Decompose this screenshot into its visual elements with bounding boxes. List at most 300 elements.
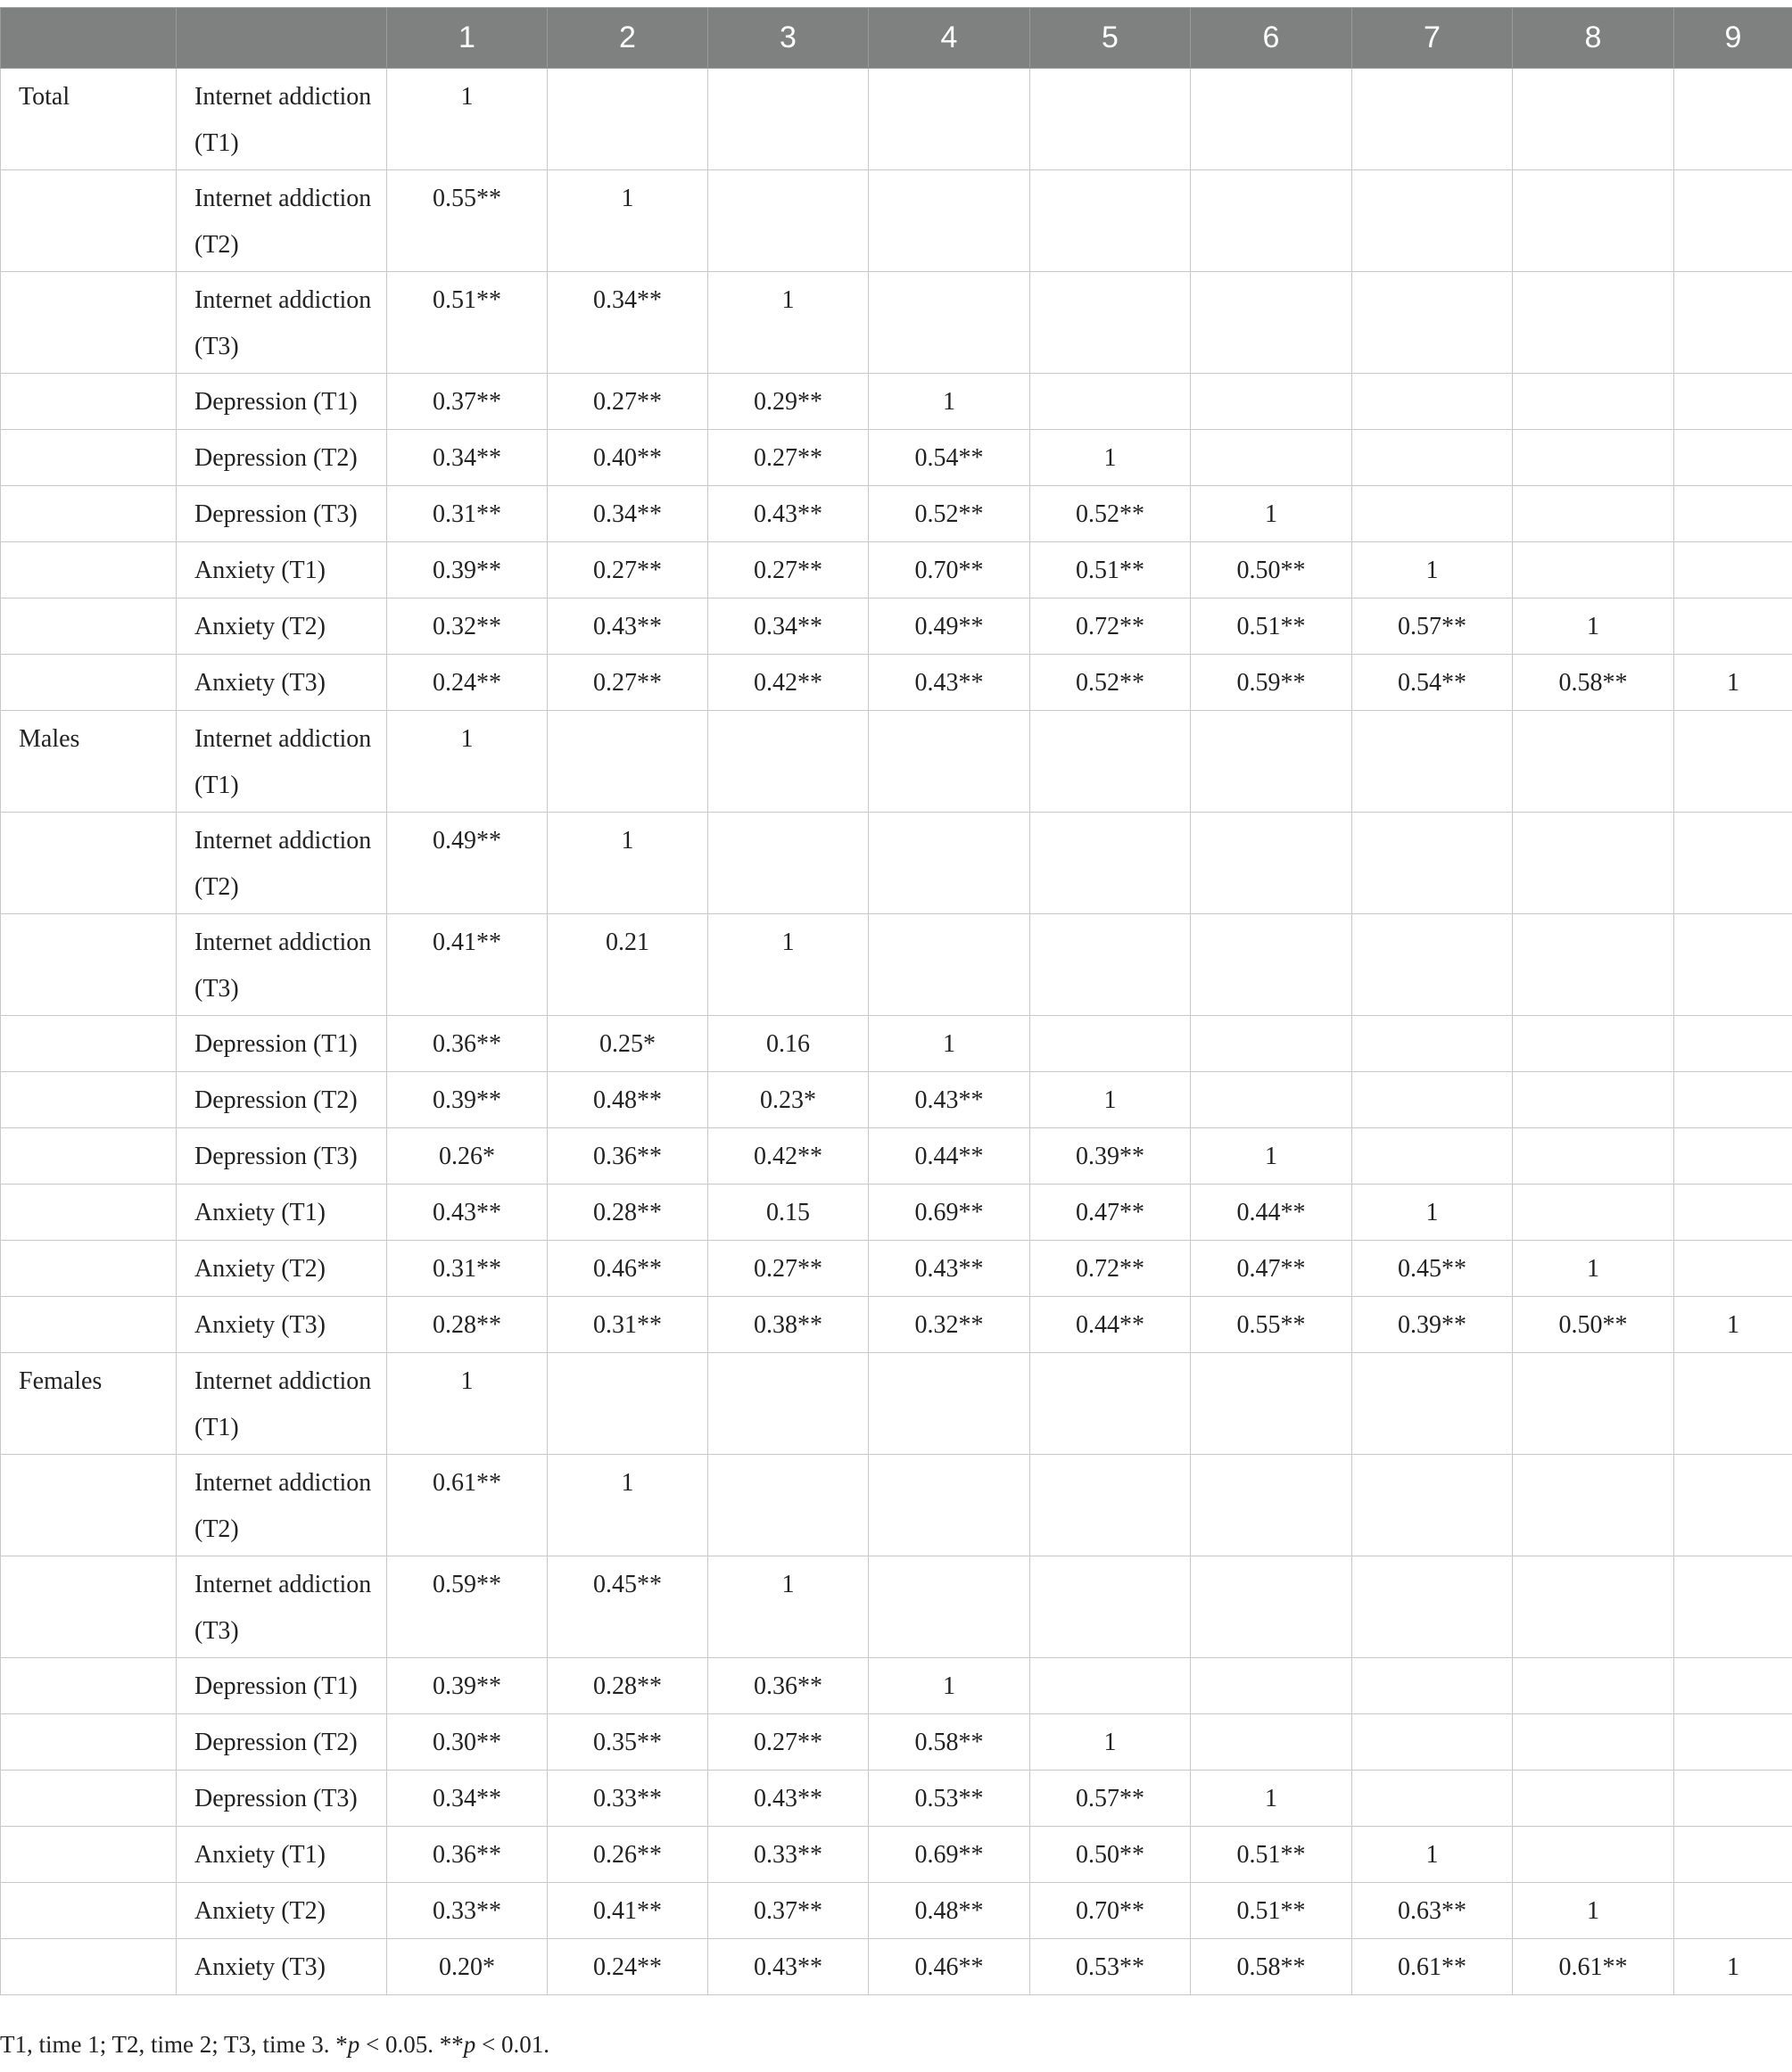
correlation-cell: 0.72**	[1030, 1241, 1191, 1297]
correlation-cell: 0.32**	[387, 598, 548, 655]
correlation-cell	[1513, 430, 1674, 486]
correlation-cell: 0.36**	[548, 1128, 708, 1185]
footnote-p-symbol: p	[463, 2031, 476, 2058]
group-label-cell	[1, 1658, 177, 1714]
variable-label-cell: Internet addiction (T3)	[177, 1556, 387, 1658]
correlation-cell: 1	[1191, 1771, 1352, 1827]
group-label-cell	[1, 1455, 177, 1556]
header-cell: 5	[1030, 8, 1191, 69]
group-label-cell	[1, 1556, 177, 1658]
correlation-cell	[708, 813, 869, 914]
correlation-cell: 1	[387, 69, 548, 170]
table-row	[1, 655, 1792, 711]
correlation-cell: 0.16	[708, 1016, 869, 1072]
correlation-cell: 0.28**	[387, 1297, 548, 1353]
correlation-cell: 0.61**	[1352, 1939, 1513, 1995]
correlation-cell	[1674, 1353, 1792, 1455]
correlation-cell	[1513, 1771, 1674, 1827]
correlation-cell: 0.58**	[1191, 1939, 1352, 1995]
variable-label-cell: Anxiety (T2)	[177, 598, 387, 655]
footnote-sig1: < 0.05. **	[359, 2031, 464, 2058]
correlation-cell: 0.39**	[1030, 1128, 1191, 1185]
correlation-cell	[869, 1353, 1030, 1455]
group-label-cell	[1, 1714, 177, 1771]
correlation-cell: 1	[548, 170, 708, 272]
variable-label-cell: Internet addiction (T3)	[177, 914, 387, 1016]
correlation-cell	[1513, 914, 1674, 1016]
correlation-cell	[1352, 1353, 1513, 1455]
correlation-cell: 0.57**	[1352, 598, 1513, 655]
correlation-cell: 0.57**	[1030, 1771, 1191, 1827]
correlation-cell: 1	[1030, 1072, 1191, 1128]
correlation-cell	[1674, 1185, 1792, 1241]
correlation-cell	[1674, 1658, 1792, 1714]
correlation-cell	[1513, 486, 1674, 542]
correlation-cell	[1513, 272, 1674, 374]
group-label-cell	[1, 542, 177, 598]
variable-label-cell: Depression (T1)	[177, 374, 387, 430]
correlation-cell	[1030, 813, 1191, 914]
correlation-cell: 1	[548, 813, 708, 914]
correlation-cell	[1352, 1556, 1513, 1658]
header-cell	[177, 8, 387, 69]
group-label-cell	[1, 1185, 177, 1241]
correlation-cell	[1513, 69, 1674, 170]
correlation-cell	[1674, 430, 1792, 486]
correlation-cell	[1513, 1714, 1674, 1771]
correlation-cell: 0.26*	[387, 1128, 548, 1185]
variable-label-cell: Depression (T3)	[177, 486, 387, 542]
correlation-cell: 0.41**	[387, 914, 548, 1016]
correlation-cell: 0.70**	[1030, 1883, 1191, 1939]
header-cell: 9	[1674, 8, 1792, 69]
header-cell: 7	[1352, 8, 1513, 69]
correlation-cell	[548, 711, 708, 813]
correlation-cell: 1	[1191, 1128, 1352, 1185]
group-label-cell	[1, 430, 177, 486]
group-label-cell	[1, 170, 177, 272]
variable-label-cell: Internet addiction (T2)	[177, 170, 387, 272]
correlation-cell: 0.36**	[708, 1658, 869, 1714]
correlation-cell: 0.21	[548, 914, 708, 1016]
correlation-cell: 0.39**	[387, 542, 548, 598]
correlation-cell: 0.61**	[387, 1455, 548, 1556]
correlation-cell: 0.48**	[869, 1883, 1030, 1939]
correlation-cell	[1191, 69, 1352, 170]
footnote-abbrev: T1, time 1; T2, time 2; T3, time 3. *	[0, 2031, 348, 2058]
correlation-cell	[1030, 711, 1191, 813]
table-row	[1, 1771, 1792, 1827]
correlation-cell: 0.72**	[1030, 598, 1191, 655]
correlation-cell	[1191, 272, 1352, 374]
group-label-cell: Males	[1, 711, 177, 813]
variable-label-cell: Internet addiction (T1)	[177, 69, 387, 170]
correlation-cell	[1674, 69, 1792, 170]
variable-label-cell: Internet addiction (T1)	[177, 711, 387, 813]
correlation-cell	[548, 69, 708, 170]
correlation-cell: 0.69**	[869, 1827, 1030, 1883]
correlation-cell: 0.48**	[548, 1072, 708, 1128]
table-row	[1, 1016, 1792, 1072]
correlation-cell	[708, 170, 869, 272]
correlation-cell: 0.54**	[1352, 655, 1513, 711]
table-row	[1, 1827, 1792, 1883]
correlation-cell	[1674, 486, 1792, 542]
correlation-cell	[1513, 1353, 1674, 1455]
correlation-cell: 0.52**	[1030, 486, 1191, 542]
correlation-cell	[1674, 1128, 1792, 1185]
table-row	[1, 1658, 1792, 1714]
correlation-cell: 0.49**	[869, 598, 1030, 655]
correlation-cell: 0.51**	[1191, 1827, 1352, 1883]
correlation-cell	[1513, 1827, 1674, 1883]
correlation-cell: 0.31**	[387, 1241, 548, 1297]
header-cell: 2	[548, 8, 708, 69]
correlation-cell: 0.52**	[1030, 655, 1191, 711]
correlation-cell: 0.47**	[1191, 1241, 1352, 1297]
group-label-cell	[1, 813, 177, 914]
correlation-cell	[1513, 1128, 1674, 1185]
correlation-cell	[1513, 374, 1674, 430]
correlation-cell	[1030, 374, 1191, 430]
header-cell: 6	[1191, 8, 1352, 69]
correlation-cell	[1352, 1016, 1513, 1072]
correlation-cell	[1513, 170, 1674, 272]
correlation-cell: 0.58**	[869, 1714, 1030, 1771]
variable-label-cell: Internet addiction (T1)	[177, 1353, 387, 1455]
correlation-cell: 0.38**	[708, 1297, 869, 1353]
correlation-cell	[708, 1455, 869, 1556]
table-row	[1, 1185, 1792, 1241]
correlation-cell	[1030, 1353, 1191, 1455]
correlation-cell	[1191, 813, 1352, 914]
correlation-cell: 0.33**	[387, 1883, 548, 1939]
correlation-cell: 0.51**	[1191, 598, 1352, 655]
variable-label-cell: Anxiety (T1)	[177, 1185, 387, 1241]
correlation-cell: 0.43**	[708, 1771, 869, 1827]
correlation-cell: 0.27**	[708, 1241, 869, 1297]
correlation-cell: 1	[1513, 1241, 1674, 1297]
table-row	[1, 486, 1792, 542]
group-label-cell	[1, 272, 177, 374]
correlation-cell: 0.51**	[1030, 542, 1191, 598]
correlation-cell: 0.42**	[708, 655, 869, 711]
variable-label-cell: Internet addiction (T2)	[177, 813, 387, 914]
correlation-cell: 0.24**	[387, 655, 548, 711]
group-label-cell	[1, 1072, 177, 1128]
variable-label-cell: Depression (T3)	[177, 1771, 387, 1827]
correlation-cell: 0.47**	[1030, 1185, 1191, 1241]
table-row	[1, 170, 1792, 272]
correlation-cell: 0.27**	[708, 542, 869, 598]
group-label-cell	[1, 1241, 177, 1297]
correlation-cell: 0.53**	[869, 1771, 1030, 1827]
correlation-cell: 0.34**	[387, 1771, 548, 1827]
correlation-cell	[1674, 1714, 1792, 1771]
correlation-cell: 1	[387, 711, 548, 813]
group-label-cell	[1, 1827, 177, 1883]
correlation-cell: 1	[1513, 598, 1674, 655]
header-cell: 8	[1513, 8, 1674, 69]
variable-label-cell: Depression (T2)	[177, 430, 387, 486]
variable-label-cell: Depression (T1)	[177, 1658, 387, 1714]
correlation-cell	[1513, 711, 1674, 813]
correlation-cell	[1674, 1827, 1792, 1883]
correlation-cell: 0.28**	[548, 1658, 708, 1714]
table-row	[1, 272, 1792, 374]
correlation-cell	[1674, 542, 1792, 598]
correlation-cell	[1030, 170, 1191, 272]
correlation-cell: 0.27**	[708, 430, 869, 486]
correlation-cell	[869, 914, 1030, 1016]
correlation-cell: 0.27**	[708, 1714, 869, 1771]
correlation-cell: 0.40**	[548, 430, 708, 486]
correlation-cell: 0.34**	[387, 430, 548, 486]
correlation-cell: 0.43**	[548, 598, 708, 655]
correlation-cell: 0.26**	[548, 1827, 708, 1883]
variable-label-cell: Anxiety (T3)	[177, 1297, 387, 1353]
correlation-cell	[1674, 598, 1792, 655]
correlation-cell	[1674, 374, 1792, 430]
group-label-cell	[1, 598, 177, 655]
correlation-cell: 1	[1030, 430, 1191, 486]
table-row	[1, 914, 1792, 1016]
group-label-cell	[1, 374, 177, 430]
correlation-cell: 0.30**	[387, 1714, 548, 1771]
correlation-cell	[1191, 374, 1352, 430]
table-row	[1, 1714, 1792, 1771]
variable-label-cell: Anxiety (T3)	[177, 1939, 387, 1995]
variable-label-cell: Internet addiction (T2)	[177, 1455, 387, 1556]
group-label-cell	[1, 1771, 177, 1827]
correlation-cell: 0.59**	[1191, 655, 1352, 711]
footnote-p-symbol: p	[347, 2031, 360, 2058]
correlation-cell	[1191, 1556, 1352, 1658]
correlation-cell: 0.20*	[387, 1939, 548, 1995]
correlation-cell: 1	[708, 1556, 869, 1658]
correlation-cell: 0.46**	[869, 1939, 1030, 1995]
correlation-cell	[1513, 1556, 1674, 1658]
table-row	[1, 430, 1792, 486]
correlation-cell: 1	[1513, 1883, 1674, 1939]
correlation-cell: 0.25*	[548, 1016, 708, 1072]
correlation-cell: 0.53**	[1030, 1939, 1191, 1995]
correlation-cell	[708, 69, 869, 170]
correlation-cell: 0.34**	[708, 598, 869, 655]
correlation-cell	[1674, 1016, 1792, 1072]
correlation-cell	[869, 170, 1030, 272]
correlation-cell: 0.61**	[1513, 1939, 1674, 1995]
correlation-cell: 1	[1352, 1185, 1513, 1241]
correlation-cell: 0.41**	[548, 1883, 708, 1939]
correlation-cell	[1352, 813, 1513, 914]
correlation-cell	[1513, 1016, 1674, 1072]
correlation-cell	[869, 813, 1030, 914]
correlation-cell: 0.31**	[548, 1297, 708, 1353]
correlation-cell	[1030, 914, 1191, 1016]
correlation-cell	[1352, 1714, 1513, 1771]
correlation-cell	[1191, 170, 1352, 272]
correlation-cell	[1352, 69, 1513, 170]
group-label-cell: Total	[1, 69, 177, 170]
correlation-cell: 1	[869, 1016, 1030, 1072]
correlation-cell	[1191, 1658, 1352, 1714]
correlation-cell: 0.34**	[548, 486, 708, 542]
correlation-cell: 1	[1352, 542, 1513, 598]
correlation-cell	[869, 711, 1030, 813]
correlation-cell: 0.32**	[869, 1297, 1030, 1353]
correlation-cell	[1674, 272, 1792, 374]
variable-label-cell: Anxiety (T3)	[177, 655, 387, 711]
header-cell: 4	[869, 8, 1030, 69]
correlation-cell	[1030, 1658, 1191, 1714]
correlation-cell: 0.36**	[387, 1827, 548, 1883]
correlation-cell	[1352, 711, 1513, 813]
correlation-cell	[1513, 542, 1674, 598]
correlation-cell	[1191, 430, 1352, 486]
table-footnote	[0, 2031, 549, 2059]
correlation-cell	[1674, 1072, 1792, 1128]
group-label-cell	[1, 486, 177, 542]
correlation-cell	[1352, 1128, 1513, 1185]
correlation-cell: 0.43**	[869, 655, 1030, 711]
correlation-cell: 1	[869, 1658, 1030, 1714]
correlation-cell	[1674, 1556, 1792, 1658]
correlation-cell: 0.43**	[387, 1185, 548, 1241]
correlation-cell: 0.31**	[387, 486, 548, 542]
correlation-cell	[1352, 1072, 1513, 1128]
table-body	[1, 69, 1792, 1995]
variable-label-cell: Anxiety (T1)	[177, 542, 387, 598]
table-header-row	[1, 8, 1792, 69]
correlation-cell: 0.51**	[387, 272, 548, 374]
variable-label-cell: Depression (T2)	[177, 1072, 387, 1128]
correlation-cell	[1030, 69, 1191, 170]
correlation-cell	[1352, 430, 1513, 486]
correlation-cell	[708, 1353, 869, 1455]
correlation-cell	[1191, 1455, 1352, 1556]
correlation-cell: 0.58**	[1513, 655, 1674, 711]
correlation-cell: 0.44**	[869, 1128, 1030, 1185]
correlation-cell: 0.27**	[548, 374, 708, 430]
correlation-cell	[1030, 1455, 1191, 1556]
correlation-cell: 0.37**	[387, 374, 548, 430]
correlation-cell: 0.51**	[1191, 1883, 1352, 1939]
variable-label-cell: Anxiety (T1)	[177, 1827, 387, 1883]
correlation-cell	[1674, 813, 1792, 914]
correlation-cell	[1030, 1556, 1191, 1658]
correlation-cell	[1674, 1455, 1792, 1556]
header-cell	[1, 8, 177, 69]
correlation-cell: 0.43**	[869, 1241, 1030, 1297]
correlation-cell	[1030, 1016, 1191, 1072]
correlation-cell: 1	[1352, 1827, 1513, 1883]
correlation-cell	[1352, 1771, 1513, 1827]
correlation-cell: 0.27**	[548, 655, 708, 711]
table-row	[1, 1883, 1792, 1939]
correlation-cell: 0.55**	[387, 170, 548, 272]
correlation-cell	[1030, 272, 1191, 374]
correlation-cell: 0.37**	[708, 1883, 869, 1939]
correlation-cell	[869, 272, 1030, 374]
correlation-cell: 0.45**	[1352, 1241, 1513, 1297]
correlation-cell: 0.28**	[548, 1185, 708, 1241]
correlation-cell: 0.70**	[869, 542, 1030, 598]
group-label-cell	[1, 914, 177, 1016]
correlation-cell	[1352, 272, 1513, 374]
correlation-cell	[1352, 170, 1513, 272]
table-row	[1, 1297, 1792, 1353]
correlation-cell: 0.33**	[708, 1827, 869, 1883]
correlation-cell: 0.55**	[1191, 1297, 1352, 1353]
correlation-cell	[1674, 1883, 1792, 1939]
correlation-cell: 0.43**	[869, 1072, 1030, 1128]
correlation-cell	[1191, 914, 1352, 1016]
table-row	[1, 542, 1792, 598]
correlation-cell: 1	[1674, 1297, 1792, 1353]
correlation-cell	[869, 1455, 1030, 1556]
correlation-cell	[1674, 711, 1792, 813]
correlation-cell	[1513, 1658, 1674, 1714]
correlation-cell: 0.44**	[1191, 1185, 1352, 1241]
correlation-cell	[1191, 1714, 1352, 1771]
correlation-cell: 0.43**	[708, 486, 869, 542]
correlation-cell: 0.39**	[387, 1658, 548, 1714]
correlation-cell: 0.24**	[548, 1939, 708, 1995]
table-row	[1, 1455, 1792, 1556]
correlation-cell: 0.50**	[1191, 542, 1352, 598]
table-row	[1, 1556, 1792, 1658]
correlation-cell: 0.45**	[548, 1556, 708, 1658]
correlation-cell: 0.43**	[708, 1939, 869, 1995]
correlation-cell: 0.42**	[708, 1128, 869, 1185]
table-row	[1, 1939, 1792, 1995]
correlation-cell	[869, 69, 1030, 170]
correlation-cell: 0.23*	[708, 1072, 869, 1128]
correlation-cell	[1191, 1072, 1352, 1128]
correlation-cell	[1674, 1241, 1792, 1297]
correlation-cell	[708, 711, 869, 813]
correlation-cell	[1674, 1771, 1792, 1827]
correlation-cell: 1	[548, 1455, 708, 1556]
correlation-cell	[1513, 813, 1674, 914]
table-row	[1, 374, 1792, 430]
correlation-cell: 0.52**	[869, 486, 1030, 542]
variable-label-cell: Depression (T1)	[177, 1016, 387, 1072]
variable-label-cell: Depression (T2)	[177, 1714, 387, 1771]
group-label-cell	[1, 655, 177, 711]
table-row	[1, 711, 1792, 813]
correlation-cell	[1674, 914, 1792, 1016]
correlation-cell	[1191, 1016, 1352, 1072]
group-label-cell	[1, 1128, 177, 1185]
table-row	[1, 1072, 1792, 1128]
correlation-cell: 0.33**	[548, 1771, 708, 1827]
correlation-table	[0, 7, 1792, 1995]
correlation-cell: 1	[1030, 1714, 1191, 1771]
correlation-cell: 0.63**	[1352, 1883, 1513, 1939]
correlation-cell: 0.39**	[1352, 1297, 1513, 1353]
correlation-cell: 0.54**	[869, 430, 1030, 486]
header-cell: 3	[708, 8, 869, 69]
correlation-cell: 1	[708, 272, 869, 374]
correlation-cell: 1	[869, 374, 1030, 430]
table-row	[1, 813, 1792, 914]
footnote-sig2: < 0.01.	[475, 2031, 549, 2058]
correlation-cell	[1352, 914, 1513, 1016]
correlation-cell: 0.69**	[869, 1185, 1030, 1241]
correlation-cell: 0.15	[708, 1185, 869, 1241]
